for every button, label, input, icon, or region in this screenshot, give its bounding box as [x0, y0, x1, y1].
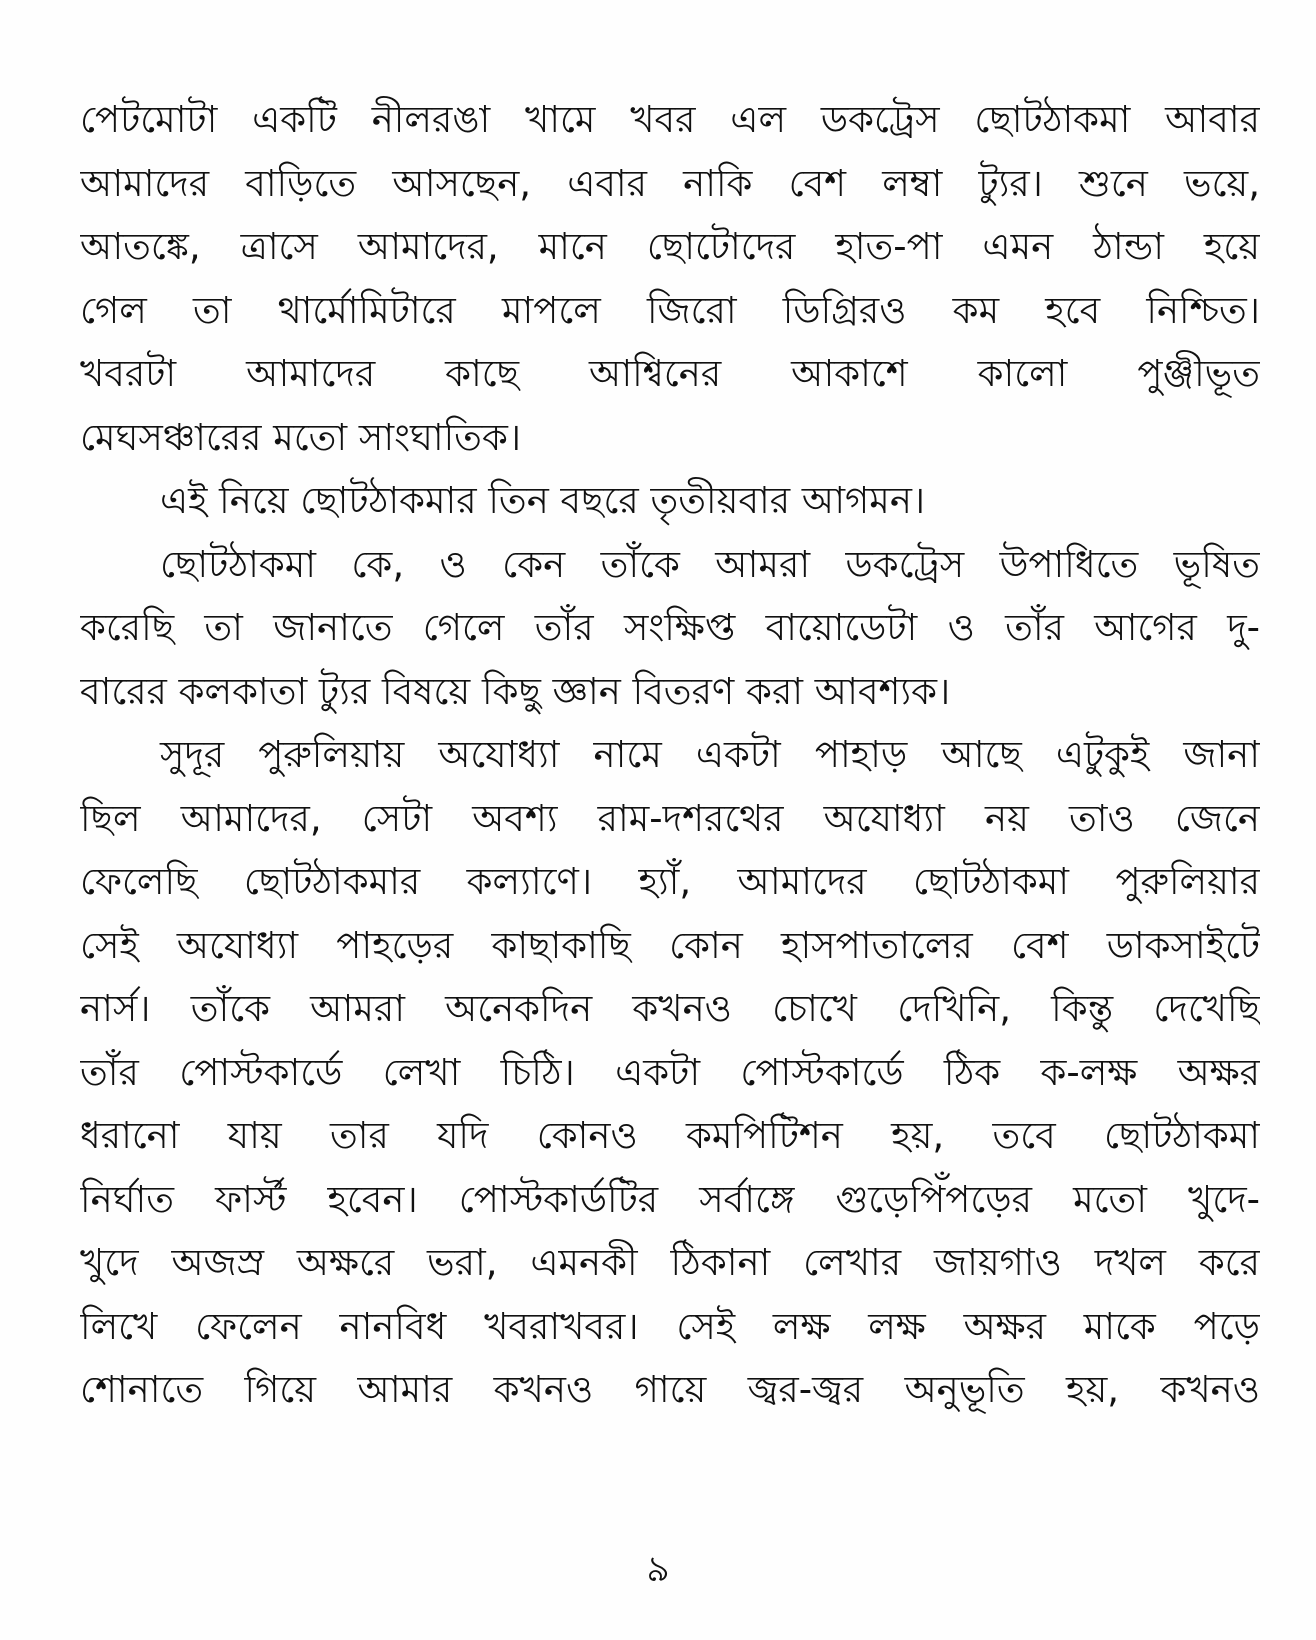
- text-line: মেঘসঞ্চারের মতো সাংঘাতিক।: [80, 415, 522, 459]
- page-number: ৯: [646, 1549, 670, 1590]
- text-line: ছিল আমাদের, সেটা অবশ্য রাম-দশরথের অযোধ্যা নয় তাও জেনে: [80, 796, 1260, 840]
- text-line: খবরটা আমাদের কাছে আশ্বিনের আকাশে কালো পুঞ্জীভূত: [80, 352, 1260, 395]
- text-line: নির্ঘাত ফার্স্ট হবেন। পোস্টকার্ডটির সর্বাঙ্গে গুড়েপিঁপড়ের মতো খুদে-: [80, 1177, 1260, 1221]
- text-line: তাঁর পোস্টকার্ডে লেখা চিঠি। একটা পোস্টকার্ডে ঠিক ক-লক্ষ অক্ষর: [80, 1050, 1260, 1094]
- text-line: সেই অযোধ্যা পাহড়ের কাছাকাছি কোন হাসপাতালের বেশ ডাকসাইটে: [80, 923, 1260, 967]
- text-line: করেছি তা জানাতে গেলে তাঁর সংক্ষিপ্ত বায়োডেটা ও তাঁর আগের দু-: [80, 606, 1260, 649]
- text-line: গেল তা থার্মোমিটারে মাপলে জিরো ডিগ্রিরও কম হবে নিশ্চিত।: [80, 288, 1260, 332]
- text-line: ছোটঠাকমা কে, ও কেন তাঁকে আমরা ডকট্রেস উপাধিতে ভূষিত: [160, 542, 1260, 586]
- text-line: আমাদের বাড়িতে আসছেন, এবার নাকি বেশ লম্বা ট্যুর। শুনে ভয়ে,: [80, 161, 1260, 205]
- text-line: পেটমোটা একটি নীলরঙা খামে খবর এল ডকট্রেস ছোটঠাকমা আবার: [80, 98, 1260, 141]
- text-line: ধরানো যায় তার যদি কোনও কমপিটিশন হয়, তবে ছোটঠাকমা: [80, 1114, 1260, 1157]
- body-text: [80, 88, 1260, 1422]
- text-line: লিখে ফেলেন নানবিধ খবরাখবর। সেই লক্ষ লক্ষ অক্ষর মাকে পড়ে: [80, 1304, 1260, 1348]
- text-line: বারের কলকাতা ট্যুর বিষয়ে কিছু জ্ঞান বিতরণ করা আবশ্যক।: [80, 669, 951, 713]
- text-line: আতঙ্কে, ত্রাসে আমাদের, মানে ছোটোদের হাত-পা এমন ঠান্ডা হয়ে: [80, 225, 1260, 268]
- text-line: ফেলেছি ছোটঠাকমার কল্যাণে। হ্যাঁ, আমাদের ছোটঠাকমা পুরুলিয়ার: [80, 860, 1260, 903]
- text-line: খুদে অজস্র অক্ষরে ভরা, এমনকী ঠিকানা লেখার জায়গাও দখল করে: [80, 1241, 1260, 1284]
- text-line: শোনাতে গিয়ে আমার কখনও গায়ে জ্বর-জ্বর অনুভূতি হয়, কখনও: [80, 1368, 1260, 1411]
- text-line: নার্স। তাঁকে আমরা অনেকদিন কখনও চোখে দেখিনি, কিন্তু দেখেছি: [80, 987, 1260, 1030]
- text-line: এই নিয়ে ছোটঠাকমার তিন বছরে তৃতীয়বার আগমন।: [160, 479, 926, 522]
- text-line: সুদূর পুরুলিয়ায় অযোধ্যা নামে একটা পাহাড় আছে এটুকুই জানা: [160, 733, 1260, 776]
